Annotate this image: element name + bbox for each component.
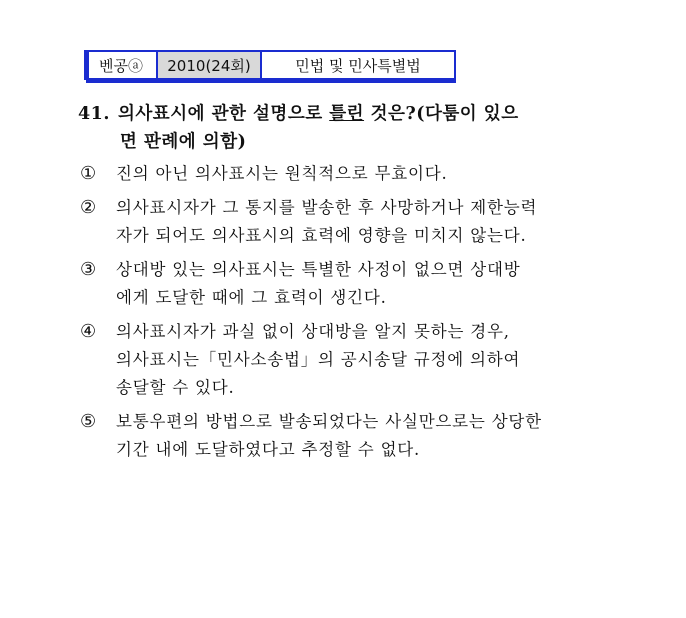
option-text-line: 기간 내에 도달하였다고 추정할 수 없다. (116, 440, 421, 459)
exam-header (84, 50, 456, 80)
question-text-part1: 의사표시에 관한 설명으로 (118, 104, 330, 124)
question-keyword-underlined: 틀린 (329, 104, 365, 124)
option-3[interactable] (80, 256, 600, 312)
option-text-line: 자가 되어도 의사표시의 효력에 영향을 미치지 않는다. (116, 226, 527, 245)
option-5[interactable] (80, 408, 600, 464)
question-number: 41. (78, 104, 110, 124)
option-4[interactable] (80, 318, 600, 402)
question-stem (78, 100, 598, 156)
option-text-line: 에게 도달한 때에 그 효력이 생긴다. (116, 288, 387, 307)
option-2[interactable] (80, 194, 600, 250)
option-marker: ② (80, 197, 97, 218)
header-left-accent (84, 50, 89, 80)
option-marker: ⑤ (80, 411, 97, 432)
option-text-line: 의사표시자가 과실 없이 상대방을 알지 못하는 경우, (116, 322, 510, 341)
exam-year-label: 2010(24회) (158, 52, 262, 78)
option-marker: ① (80, 163, 97, 184)
question-text-line2: 면 판례에 의함) (120, 132, 247, 152)
option-text-line: 상대방 있는 의사표시는 특별한 사정이 없으면 상대방 (116, 260, 521, 279)
question-text-part2: 것은?(다툼이 있으 (364, 104, 519, 124)
option-text-line: 송달할 수 있다. (116, 378, 235, 397)
option-marker: ④ (80, 321, 97, 342)
option-text-line: 보통우편의 방법으로 발송되었다는 사실만으로는 상당한 (116, 412, 542, 431)
exam-subject-label: 민법 및 민사특별법 (262, 52, 454, 78)
option-text-line: 진의 아닌 의사표시는 원칙적으로 무효이다. (116, 164, 448, 183)
option-marker: ③ (80, 259, 97, 280)
header-underline (86, 80, 456, 83)
option-text-line: 의사표시자가 그 통지를 발송한 후 사망하거나 제한능력 (116, 198, 538, 217)
option-1[interactable] (80, 160, 600, 188)
exam-code-label: 벤공ⓐ (86, 52, 158, 78)
option-text-line: 의사표시는「민사소송법」의 공시송달 규정에 의하여 (116, 350, 521, 369)
answer-options (80, 160, 600, 470)
